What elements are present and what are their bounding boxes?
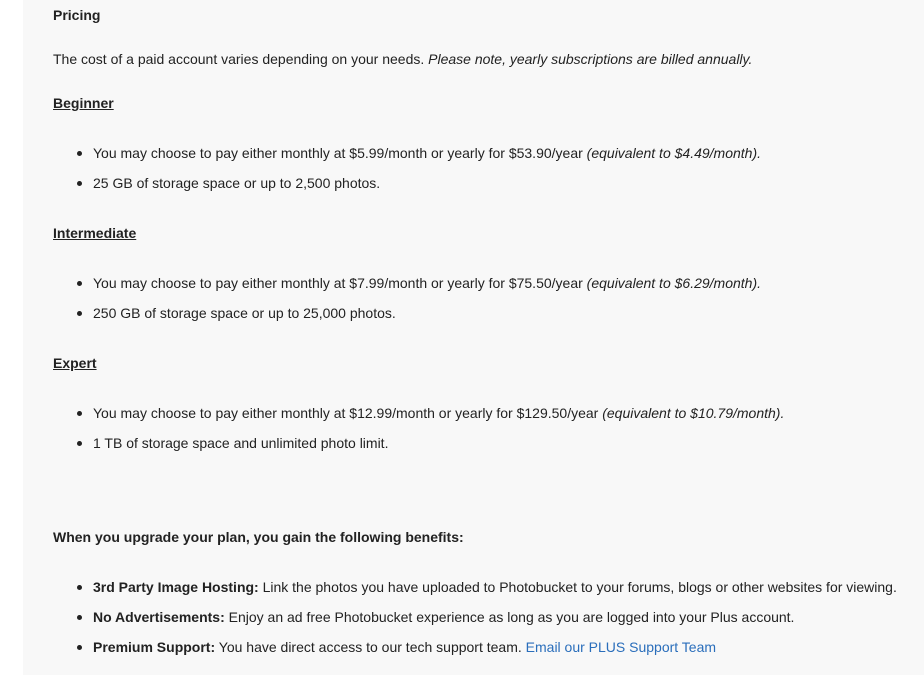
pricing-intro-note: Please note, yearly subscriptions are billed annually. <box>428 51 753 67</box>
benefits-heading: When you upgrade your plan, you gain the following benefits: <box>53 529 464 545</box>
list-item <box>53 607 897 637</box>
email-support-link[interactable]: Email our PLUS Support Team <box>525 639 717 655</box>
list-item <box>53 303 761 333</box>
benefit-label: Premium Support: <box>93 639 216 655</box>
list-item-text: You may choose to pay either monthly at $5.99/month or yearly for $53.90/year <box>93 145 583 161</box>
pricing-heading: Pricing <box>53 7 101 23</box>
bullet-icon <box>77 615 82 620</box>
bullet-icon <box>77 441 82 446</box>
list-item-text: 250 GB of storage space or up to 25,000 photos. <box>93 305 396 321</box>
list-item-note: (equivalent to $10.79/month). <box>602 405 785 421</box>
list-item <box>53 273 761 303</box>
list-item <box>53 173 761 203</box>
list-item <box>53 433 784 463</box>
list-item <box>53 577 897 607</box>
bullet-icon <box>77 311 82 316</box>
list-item <box>53 403 784 433</box>
list-item-note: (equivalent to $6.29/month). <box>586 275 762 291</box>
list-item <box>53 637 897 667</box>
plan-list-beginner <box>53 143 761 203</box>
list-item-note: (equivalent to $4.49/month). <box>586 145 762 161</box>
bullet-icon <box>77 411 82 416</box>
bullet-icon <box>77 585 82 590</box>
bullet-icon <box>77 281 82 286</box>
benefit-text: You have direct access to our tech support team. <box>218 639 522 655</box>
benefits-list <box>53 577 897 667</box>
pricing-intro <box>53 51 752 67</box>
plan-heading-intermediate: Intermediate <box>53 225 137 241</box>
bullet-icon <box>77 151 82 156</box>
plan-heading-expert: Expert <box>53 355 97 371</box>
benefit-label: No Advertisements: <box>93 609 225 625</box>
bullet-icon <box>77 645 82 650</box>
list-item <box>53 143 761 173</box>
benefit-label: 3rd Party Image Hosting: <box>93 579 259 595</box>
list-item-text: 1 TB of storage space and unlimited photo limit. <box>93 435 389 451</box>
bullet-icon <box>77 181 82 186</box>
pricing-intro-text: The cost of a paid account varies depending on your needs. <box>53 51 425 67</box>
plan-list-intermediate <box>53 273 761 333</box>
plan-list-expert <box>53 403 784 463</box>
benefit-text: Link the photos you have uploaded to Photobucket to your forums, blogs or other websites for viewing. <box>262 579 897 595</box>
benefit-text: Enjoy an ad free Photobucket experience as long as you are logged into your Plus account. <box>228 609 795 625</box>
list-item-text: You may choose to pay either monthly at $7.99/month or yearly for $75.50/year <box>93 275 583 291</box>
list-item-text: 25 GB of storage space or up to 2,500 photos. <box>93 175 381 191</box>
list-item-text: You may choose to pay either monthly at $12.99/month or yearly for $129.50/year <box>93 405 599 421</box>
plan-heading-beginner: Beginner <box>53 95 114 111</box>
content-panel <box>23 0 924 675</box>
